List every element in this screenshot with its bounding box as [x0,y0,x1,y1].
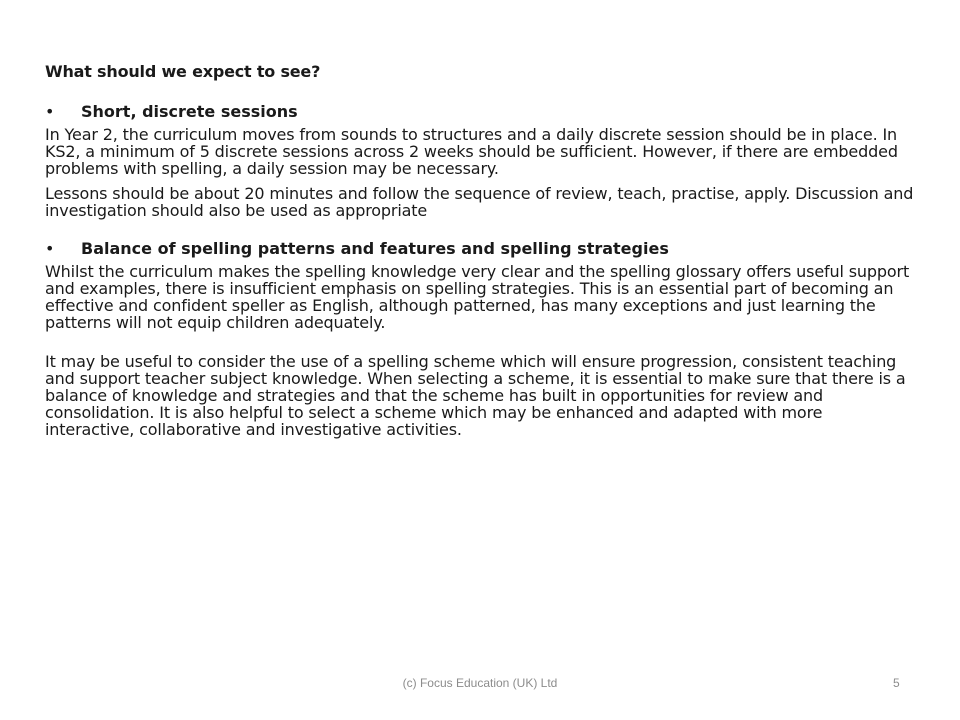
section-1-paragraph-1: In Year 2, the curriculum moves from sounds to structures and a daily discrete session should be in place. In KS2, a minimum of 5 discrete sessions across 2 weeks should be sufficient. However, if there are embedded problems with spelling, a daily session may be necessary. [45,125,898,178]
slide-body [45,62,915,446]
slide-page-number: 5 [893,676,900,690]
footer-copyright: (c) Focus Education (UK) Ltd [402,676,558,690]
paragraph-spacer [45,339,915,353]
section-2-paragraph-2: It may be useful to consider the use of a spelling scheme which will ensure progression, consistent teaching and support teacher subject knowledge. When selecting a scheme, it is essential to make sure that there is a balance of knowledge and strategies and that the scheme has built in opportunities for review and consolidation. It is also helpful to select a scheme which may be enhanced and adapted with more interactive, collaborative and investigative activities. [45,352,906,439]
slide-heading: What should we expect to see? [45,62,321,81]
section-2-title-row [45,239,915,259]
bullet-marker: • [45,102,55,121]
section-2-paragraph-1: Whilst the curriculum makes the spelling knowledge very clear and the spelling glossary offers useful support and examples, there is insufficient emphasis on spelling strategies. This is an essential part of becoming an effective and confident speller as English, although patterned, has many exceptions and just learning the patterns will not equip children adequately. [45,262,910,332]
section-1-title-row [45,102,915,122]
section-1-title: Short, discrete sessions [81,102,298,121]
section-2-title: Balance of spelling patterns and features and spelling strategies [81,239,669,258]
bullet-marker: • [45,239,55,258]
section-1-paragraph-2: Lessons should be about 20 minutes and follow the sequence of review, teach, practise, apply. Discussion and investigation should also be used as appropriate [45,184,914,220]
